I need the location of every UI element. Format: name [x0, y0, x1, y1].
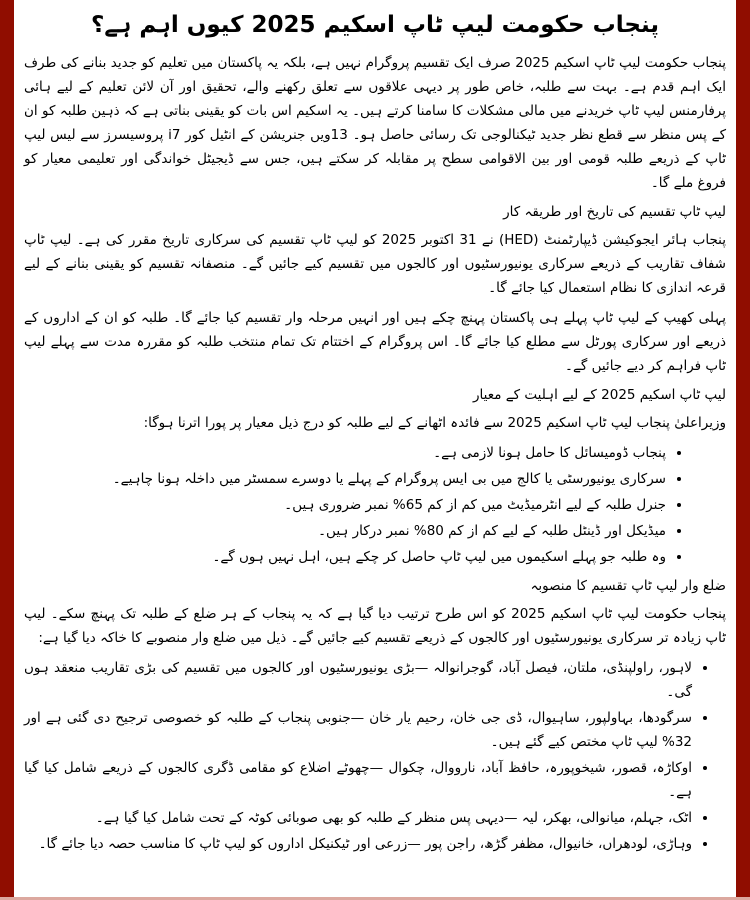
list-item: • جنرل طلبہ کے لیے انٹرمیڈیٹ میں کم از کم 65% نمبر ضروری ہیں۔: [24, 493, 666, 517]
document-content: [14, 0, 736, 897]
section-heading-distribution-date: لیپ ٹاپ تقسیم کی تاریخ اور طریقہ کار: [503, 203, 726, 220]
intro-paragraph: پنجاب حکومت لیپ ٹاپ اسکیم 2025 صرف ایک تقسیم پروگرام نہیں ہے، بلکہ یہ پاکستان میں تعلیم کو جدید بنانے کی طرف ایک اہم قدم ہے۔ بہت سے طلبہ، خاص طور پر دیہی علاقوں سے تعلق رکھنے والے، تحقیق اور آن لائن تعلیم کے لیے ہائی پرفارمنس لیپ ٹاپ خریدنے میں مالی مشکلات کا سامنا کرتے ہیں۔ یہ اسکیم اس بات کو یقینی بناتی ہے کہ ذہین طلبہ کو ان کے پس منظر سے قطع نظر جدید ٹیکنالوجی تک رسائی حاصل ہو۔ 13ویں جنریشن کے انٹیل کور i7 پروسیسرز سے لیس لیپ ٹاپ کے ذریعے طلبہ قومی اور بین الاقوامی سطح پر مقابلہ کر سکتے ہیں، جس سے ڈیجیٹل خواندگی اور تعلیمی معیار کو فروغ ملے گا۔: [24, 54, 726, 191]
paragraph-eligibility-lead: وزیراعلیٰ پنجاب لیپ ٹاپ اسکیم 2025 سے فائدہ اٹھانے کے لیے طلبہ کو درج ذیل معیار پر پورا اترنا ہوگا:: [143, 414, 726, 431]
paragraph-distribution-date: پنجاب ہائر ایجوکیشن ڈیپارٹمنٹ (HED) نے 31 اکتوبر 2025 کو لیپ ٹاپ تقسیم کی سرکاری تاریخ مقرر کی ہے۔ لیپ ٹاپ شفاف تقاریب کے ذریعے سرکاری یونیورسٹیوں اور کالجوں میں تقسیم کیے جائیں گے۔ منصفانہ تقسیم کو یقینی بنانے کے لیے قرعہ اندازی کا نظام استعمال کیا جائے گا۔: [24, 231, 726, 296]
list-item: • سرگودھا، بہاولپور، ساہیوال، ڈی جی خان، رحیم یار خان —جنوبی پنجاب کے طلبہ کو خصوصی ترجیح دی گئی ہے اور 32% لیپ ٹاپ مختص کیے گئے ہیں۔: [24, 706, 692, 754]
paragraph-first-batch: پہلی کھیپ کے لیپ ٹاپ پہلے ہی پاکستان پہنچ چکے ہیں اور انہیں مرحلہ وار تقسیم کیا جائے گا۔ طلبہ کو ان کے اداروں کے ذریعے اور سرکاری پورٹل سے مطلع کیا جائے گا۔ اس پروگرام کے اختتام تک تمام منتخب طلبہ کو مقررہ مدت سے پہلے لیپ ٹاپ فراہم کر دیے جائیں گے۔: [24, 309, 726, 374]
district-plan-list: [24, 656, 726, 856]
page-title: پنجاب حکومت لیپ ٹاپ اسکیم 2025 کیوں اہم ہے؟: [91, 12, 659, 38]
list-item: • پنجاب ڈومیسائل کا حامل ہونا لازمی ہے۔: [24, 441, 666, 465]
paragraph-district-lead: پنجاب حکومت لیپ ٹاپ اسکیم 2025 کو اس طرح ترتیب دیا گیا ہے کہ یہ پنجاب کے ہر ضلع کے طلبہ تک پہنچ سکے۔ لیپ ٹاپ زیادہ تر سرکاری یونیورسٹیوں اور کالجوں کے ذریعے تقسیم کیے جائیں گے۔ ذیل میں ضلع وار منصوبے کا خاکہ دیا گیا ہے:: [24, 605, 727, 646]
list-item: • لاہور، راولپنڈی، ملتان، فیصل آباد، گوجرانوالہ —بڑی یونیورسٹیوں اور کالجوں میں تقسیم کی بڑی تقاریب منعقد ہوں گی۔: [24, 656, 692, 704]
list-item: • وہ طلبہ جو پہلے اسکیموں میں لیپ ٹاپ حاصل کر چکے ہیں، اہل نہیں ہوں گے۔: [24, 545, 666, 569]
eligibility-list: [24, 441, 726, 569]
left-border-bar: [0, 0, 14, 900]
right-border-bar: [736, 0, 750, 900]
list-item: • اٹک، جہلم، میانوالی، بھکر، لیہ —دیہی پس منظر کے طلبہ کو بھی صوبائی کوٹہ کے تحت شامل کیا گیا ہے۔: [24, 806, 692, 830]
list-item: • اوکاڑہ، قصور، شیخوپورہ، حافظ آباد، نارووال، چکوال —چھوٹے اضلاع کو مقامی ڈگری کالجوں کے ذریعے شامل کیا گیا ہے۔: [24, 756, 692, 804]
section-heading-district-plan: ضلع وار لیپ ٹاپ تقسیم کا منصوبہ: [530, 577, 726, 594]
list-item: • میڈیکل اور ڈینٹل طلبہ کے لیے کم از کم 80% نمبر درکار ہیں۔: [24, 519, 666, 543]
list-item: • سرکاری یونیورسٹی یا کالج میں بی ایس پروگرام کے پہلے یا دوسرے سمسٹر میں داخلہ ہونا چاہیے۔: [24, 467, 666, 491]
section-heading-eligibility: لیپ ٹاپ اسکیم 2025 کے لیے اہلیت کے معیار: [473, 386, 726, 403]
list-item: • وہاڑی، لودھراں، خانیوال، مظفر گڑھ، راجن پور —زرعی اور ٹیکنیکل اداروں کو لیپ ٹاپ کا مناسب حصہ دیا جائے گا۔: [24, 832, 692, 856]
